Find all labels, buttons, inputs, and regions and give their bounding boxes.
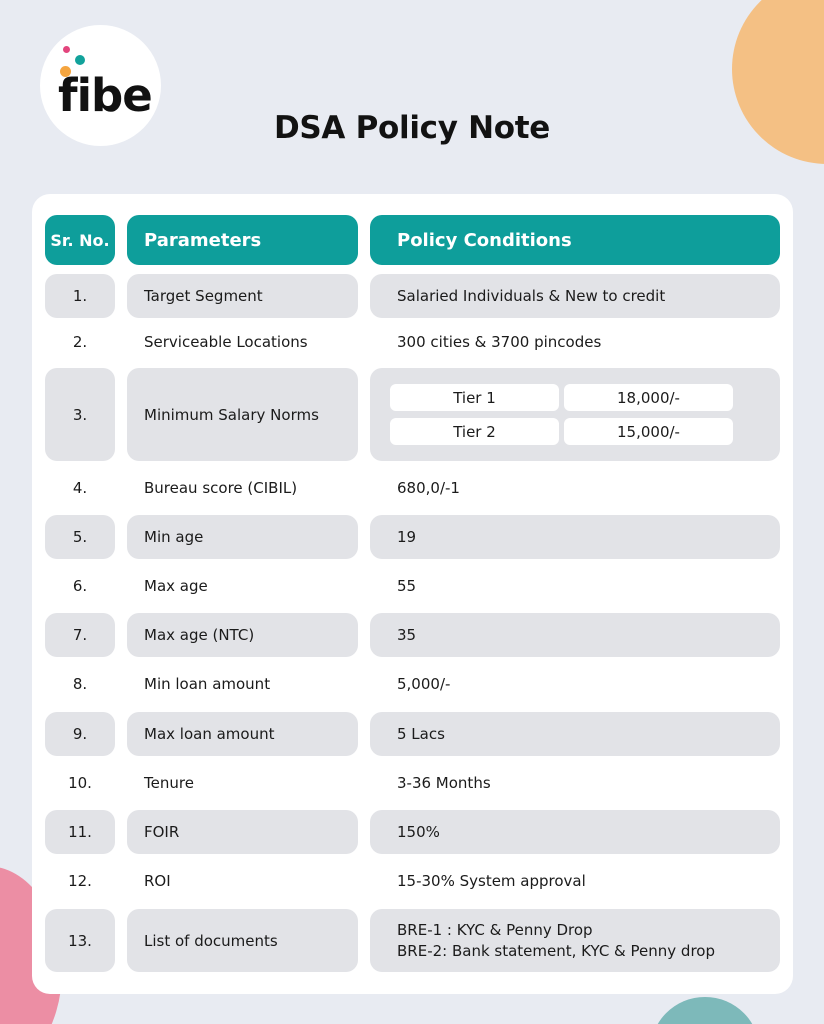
row-policy-value: 15-30% System approval [397, 872, 586, 890]
row-parameter: ROI [144, 872, 171, 890]
header-policy-conditions: Policy Conditions [370, 215, 780, 265]
document-item: BRE-1 : KYC & Penny Drop [397, 920, 593, 939]
salary-tier-grid [390, 384, 733, 445]
row-policy-value: 19 [370, 515, 780, 559]
logo-pink-dot-icon [63, 46, 70, 53]
row-policy-value: 300 cities & 3700 pincodes [397, 333, 602, 351]
row-parameter: Min age [127, 515, 358, 559]
row-policy-value: 3-36 Months [397, 774, 491, 792]
salary-tier-label: Tier 2 [390, 418, 559, 445]
row-sr-no: 7. [45, 613, 115, 657]
row-parameter: FOIR [127, 810, 358, 854]
row-policy-value: 5 Lacs [370, 712, 780, 756]
page-title: DSA Policy Note [273, 110, 551, 146]
logo-wordmark: fibe [58, 69, 152, 122]
row-policy-value: 150% [370, 810, 780, 854]
row-parameter: List of documents [127, 909, 358, 972]
row-sr-no: 4. [72, 479, 88, 497]
row-sr-no: 8. [72, 675, 88, 693]
row-parameter: Max loan amount [127, 712, 358, 756]
row-salary-tiers [370, 368, 780, 461]
row-sr-no: 12. [68, 872, 92, 890]
row-parameter: Minimum Salary Norms [127, 368, 358, 461]
decorative-teal-circle [650, 997, 760, 1024]
row-policy-value: 680,0/-1 [397, 479, 460, 497]
policy-table-card [32, 194, 793, 994]
header-parameters: Parameters [127, 215, 358, 265]
row-sr-no: 10. [68, 774, 92, 792]
header-sr-no: Sr. No. [45, 215, 115, 265]
row-parameter: Min loan amount [144, 675, 271, 693]
row-sr-no: 6. [72, 577, 88, 595]
row-sr-no: 2. [72, 333, 88, 351]
document-item: BRE-2: Bank statement, KYC & Penny drop [397, 941, 715, 960]
salary-tier-amount: 18,000/- [564, 384, 733, 411]
row-sr-no: 3. [45, 368, 115, 461]
row-policy-value: 35 [370, 613, 780, 657]
salary-tier-amount: 15,000/- [564, 418, 733, 445]
row-parameter: Target Segment [127, 274, 358, 318]
row-policy-value: Salaried Individuals & New to credit [370, 274, 780, 318]
salary-tier-label: Tier 1 [390, 384, 559, 411]
row-sr-no: 9. [45, 712, 115, 756]
row-sr-no: 11. [45, 810, 115, 854]
row-parameter: Max age (NTC) [127, 613, 358, 657]
row-parameter: Serviceable Locations [144, 333, 308, 351]
row-documents-list [370, 909, 780, 972]
logo-teal-dot-icon [75, 55, 85, 65]
row-sr-no: 1. [45, 274, 115, 318]
row-parameter: Max age [144, 577, 208, 595]
row-policy-value: 55 [397, 577, 417, 595]
row-parameter: Tenure [144, 774, 194, 792]
row-policy-value: 5,000/- [397, 675, 451, 693]
row-sr-no: 5. [45, 515, 115, 559]
row-parameter: Bureau score (CIBIL) [144, 479, 298, 497]
row-sr-no: 13. [45, 909, 115, 972]
